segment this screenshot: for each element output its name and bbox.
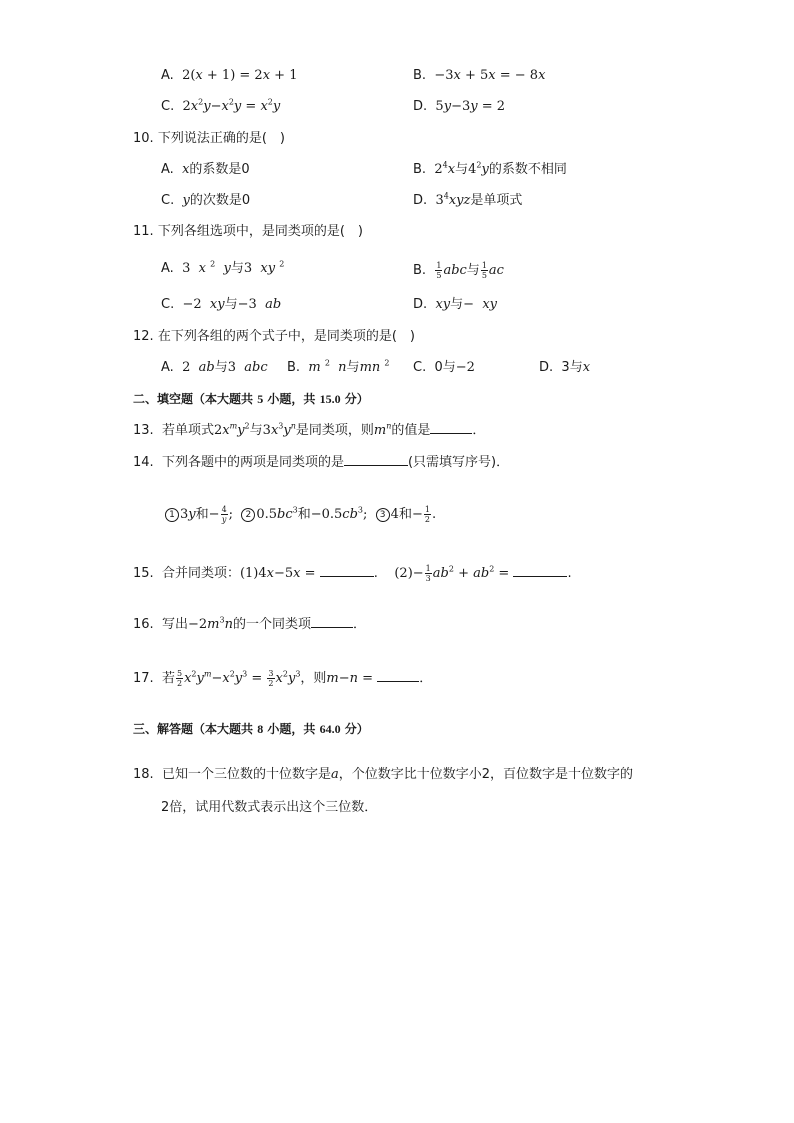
q10-stem: 10. 下列说法正确的是( ) (133, 131, 285, 146)
q10-option-a-text: x的系数是0 (182, 162, 250, 177)
q14-items (165, 505, 436, 524)
q9-option-a: A. 2(x + 1) = 2x + 1 (161, 68, 298, 83)
q11-option-b: B. $\frac{1}{5}$ abc与 $\frac{1}{5}$ ac (413, 261, 504, 280)
q14-text: 下列各题中的两项是同类项的是 (只需填写序号)． (157, 455, 510, 470)
q10-option-d-text: $3^4xyz$是单项式 (435, 191, 523, 208)
item-3-marker: 3 (376, 508, 390, 522)
q12-option-a-text: 2 ab与3 abc (177, 360, 268, 375)
q18-line-1: 已知一个三位数的十位数字是a，个位数字比十位数字小2，百位数字是十位数字的 (157, 767, 634, 782)
q15: 15. 合并同类项：(1)4x−5x = . (2)− $\frac{1}{3}$ $ab^2 + ab^2$ = . (133, 564, 572, 583)
q10-option-c-text: y的次数是0 (182, 193, 251, 208)
q14: 14. 下列各题中的两项是同类项的是 (只需填写序号)． (133, 455, 510, 470)
q14-item-3: 4和− $\frac{1}{2}$ . (390, 505, 437, 524)
q12-option-c: C. 0与−2 (413, 360, 475, 375)
q16-answer-blank[interactable] (311, 616, 353, 628)
q11-option-b-text: $\frac{1}{5}$ abc与 $\frac{1}{5}$ ac (436, 261, 504, 280)
q12-option-d-text: 3与x (557, 360, 591, 375)
item-2-marker: 2 (241, 508, 255, 522)
q12-option-d: D. 3与x (539, 360, 591, 375)
q10-option-d: D. $3^4xyz$是单项式 (413, 191, 523, 208)
q9-option-d-text: 5y−3y = 2 (431, 99, 506, 114)
item-1-marker: 1 (165, 508, 179, 522)
q17: 17. 若 $\frac{5}{2}$ $x^2y^m-x^2y^3$ = $\frac{3}{2}$ $x^2y^3$，则m−n = ． (133, 669, 433, 688)
q10-option-c: C. y的次数是0 (161, 193, 251, 208)
section-3-heading: 三、解答题（本大题共 8 小题，共 64.0 分） (133, 722, 369, 736)
q12-option-b: B. m $^2$ n与mn $^2$ (287, 358, 390, 375)
q15-answer-2-blank[interactable] (513, 565, 567, 577)
q11-option-d-text: xy与− xy (435, 297, 497, 312)
q9-option-a-text: 2(x + 1) = 2x + 1 (177, 68, 298, 83)
q14-item-1: 3y和− $\frac{4}{y}$ ; (180, 505, 238, 524)
q12-option-b-text: m $^2$ n与mn $^2$ (308, 358, 390, 375)
q9-option-b-text: −3x + 5x = − 8x (430, 68, 546, 83)
q9-option-d: D. 5y−3y = 2 (413, 99, 506, 114)
q14-item-2: $0.5bc^3$和$-0.5cb^3$; (256, 505, 372, 522)
q9-option-c: C. $2x^2y-x^2y = x^2y$ (161, 97, 281, 114)
q9-option-b: B. −3x + 5x = − 8x (413, 68, 546, 83)
section-2-heading: 二、填空题（本大题共 5 小题，共 15.0 分） (133, 392, 369, 406)
q13: 13. 若单项式$2x^my^2$与$3x^3y^n$是同类项，则$m^n$的值是 ． (133, 421, 486, 438)
q13-answer-blank[interactable] (430, 422, 472, 434)
q16: 16. 写出$-2m^3n$的一个同类项 ． (133, 615, 366, 632)
q14-answer-blank[interactable] (344, 454, 408, 466)
q11-option-a: A. 3 x $^2$ y与3 xy $^2$ (161, 259, 285, 276)
q17-answer-blank[interactable] (377, 670, 419, 682)
q16-text: 写出$-2m^3n$的一个同类项 ． (157, 615, 366, 632)
q15-answer-1-blank[interactable] (320, 565, 374, 577)
q10-option-b-text: $2^4x$与$4^2y$的系数不相同 (434, 160, 567, 177)
q10-option-b: B. $2^4x$与$4^2y$的系数不相同 (413, 160, 567, 177)
q11-option-c-text: −2 xy与−3 ab (178, 297, 282, 312)
q12-option-a: A. 2 ab与3 abc (161, 360, 268, 375)
q15-text: 合并同类项：(1)4x−5x = . (2)− $\frac{1}{3}$ $ab^2 + ab^2$ = . (157, 564, 572, 583)
q9-option-c-text: $2x^2y-x^2y = x^2y$ (178, 97, 281, 114)
q17-text: 若 $\frac{5}{2}$ $x^2y^m-x^2y^3$ = $\frac{3}{2}$ $x^2y^3$，则m−n = ． (157, 669, 433, 688)
q11-option-d: D. xy与− xy (413, 297, 497, 312)
q18-line-2: 2倍，试用代数式表示出这个三位数． (161, 800, 378, 815)
q11-option-a-text: 3 x $^2$ y与3 xy $^2$ (177, 259, 285, 276)
q18: 18. 已知一个三位数的十位数字是a，个位数字比十位数字小2，百位数字是十位数字的 (133, 767, 634, 782)
q11-stem: 11. 下列各组选项中，是同类项的是( ) (133, 224, 363, 239)
q10-option-a: A. x的系数是0 (161, 162, 250, 177)
q12-option-c-text: 0与−2 (430, 360, 475, 375)
q13-text: 若单项式$2x^my^2$与$3x^3y^n$是同类项，则$m^n$的值是 ． (157, 421, 486, 438)
q12-stem: 12. 在下列各组的两个式子中，是同类项的是( ) (133, 329, 415, 344)
q11-option-c: C. −2 xy与−3 ab (161, 297, 282, 312)
